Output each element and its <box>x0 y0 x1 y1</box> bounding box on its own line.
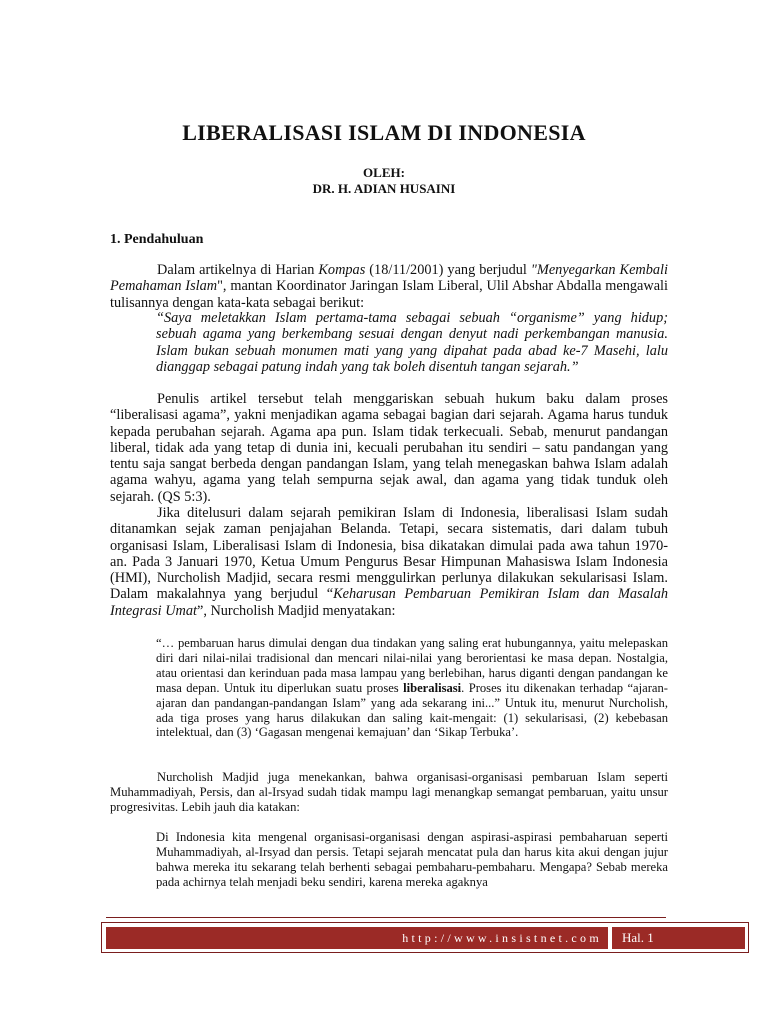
paragraph-history <box>110 505 668 619</box>
history-text-a: Jika ditelusuri dalam sejarah pemikiran Islam di Indonesia, liberalisasi Islam sudah ditanamkan sejak zaman penjajahan Belanda. Tetapi, secara sistematis, dari dalam tubuh organisasi Islam, Liberalisasi Islam di Indonesia, bisa dikatakan dimulai pada awa tahun 1970-an. Pada 3 Januari 1970, Ketua Umum Pengurus Besar Himpunan Mahasiswa Islam Indonesia (HMI), Nurcholish Madjid, secara resmi menggulirkan perlunya dilakukan sekularisasi Islam. Dalam makalahnya yang berjudul “ <box>110 505 668 603</box>
block-quote-ulil: “Saya meletakkan Islam pertama-tama sebagai sebuah “organisme” yang hidup; sebuah agama yang berkembang sesuai dengan denyut nadi perkembangan manusia. Islam bukan sebuah monumen mati yang yang dipahat pada abad ke-7 Masehi, lalu dianggap sebagai patung indah yang tak boleh disentuh tangan sejarah.” <box>156 310 668 375</box>
history-text-b: ”, Nurcholish Madjid menyatakan: <box>196 602 396 619</box>
intro-text-b: (18/11/2001) yang berjudul <box>365 262 531 278</box>
page-number: Hal. 1 <box>612 927 745 949</box>
intro-text-c: ", mantan Koordinator Jaringan Islam Liberal, Ulil Abshar Abdalla mengawali tulisannya dengan kata-kata sebagai berikut: <box>110 278 668 311</box>
quote2-bold-term: liberalisasi <box>403 680 462 695</box>
byline-label: OLEH: <box>363 165 405 180</box>
newspaper-name: Kompas <box>318 262 366 278</box>
paragraph-intro <box>110 262 668 311</box>
byline <box>0 165 768 197</box>
paper-title: Keharusan Pembaruan Pemikiran Islam dan Masalah Integrasi Umat <box>110 586 668 619</box>
section-heading: 1. Pendahuluan <box>110 232 204 247</box>
author-name: DR. H. ADIAN HUSAINI <box>312 181 456 196</box>
intro-text-a: Dalam artikelnya di Harian <box>157 262 319 278</box>
quote2-text-a: “… pembaruan harus dimulai dengan dua tindakan yang saling erat hubungannya, yaitu melepaskan diri dari nilai-nilai tradisional dan mencari nilai-nilai yang berorientasi ke masa depan. Nostalgia, atau orientasi dan kerinduan pada masa lampau yang berlebihan, harus diganti dengan pandangan ke masa depan. Untuk itu diperlukan suatu proses <box>156 636 668 695</box>
article-title: "Menyegarkan Kembali Pemahaman Islam <box>110 262 668 295</box>
footer-url-link[interactable]: http://www.insistnet.com <box>402 931 602 945</box>
paragraph-organisasi: Nurcholish Madjid juga menekankan, bahwa organisasi-organisasi pembaruan Islam seperti Muhammadiyah, Persis, dan al-Irsyad sudah tidak mampu lagi menangkap semangat pembaruan, yaitu unsur progresivitas. Lebih jauh dia katakan: <box>110 770 668 814</box>
footer-rule <box>106 917 666 918</box>
paragraph-liberalisasi: Penulis artikel tersebut telah menggariskan sebuah hukum baku dalam proses “liberalisasi agama”, yakni menjadikan agama sebagai bagian dari sejarah. Agama harus tunduk kepada perubahan sejarah. Agama apa pun. Islam tidak terkecuali. Sebab, menurut pandangan liberal, tidak ada yang tetap di dunia ini, kecuali perubahan itu sendiri – satu pandangan yang tentu saja sangat berbeda dengan pandangan Islam, yang telah menegaskan bahwa Islam adalah agama wahyu, agama yang telah sempurna sejak awal, dan agama yang tidak tunduk oleh sejarah. (QS 5:3). <box>110 391 668 505</box>
block-quote-organisasi: Di Indonesia kita mengenal organisasi-organisasi dengan aspirasi-aspirasi pembaharuan seperti Muhammadiyah, al-Irsyad dan persis. Tetapi sejarah mencatat pula dan harus kita akui dengan jujur bahwa mereka itu sekarang telah berhenti sebagai pembaharu-pembaharu. Mengapa? Sebab mereka pada achirnya telah menjadi beku sendiri, karena mereka agaknya <box>156 830 668 889</box>
block-quote-nurcholish <box>156 636 668 740</box>
quote2-text-b: . Proses itu dikenakan terhadap “ajaran-ajaran dan pandangan-pandangan Islam” yang ada sekarang ini...” Untuk itu, menurut Nurcholish, ada tiga proses yang harus dilakukan dan saling kait-mengait: (1) sekularisasi, (2) kebebasan intelektual, dan (3) ‘Gagasan mengenai kemajuan’ dan ‘Sikap Terbuka’. <box>156 680 668 740</box>
document-title: LIBERALISASI ISLAM DI INDONESIA <box>182 120 586 145</box>
